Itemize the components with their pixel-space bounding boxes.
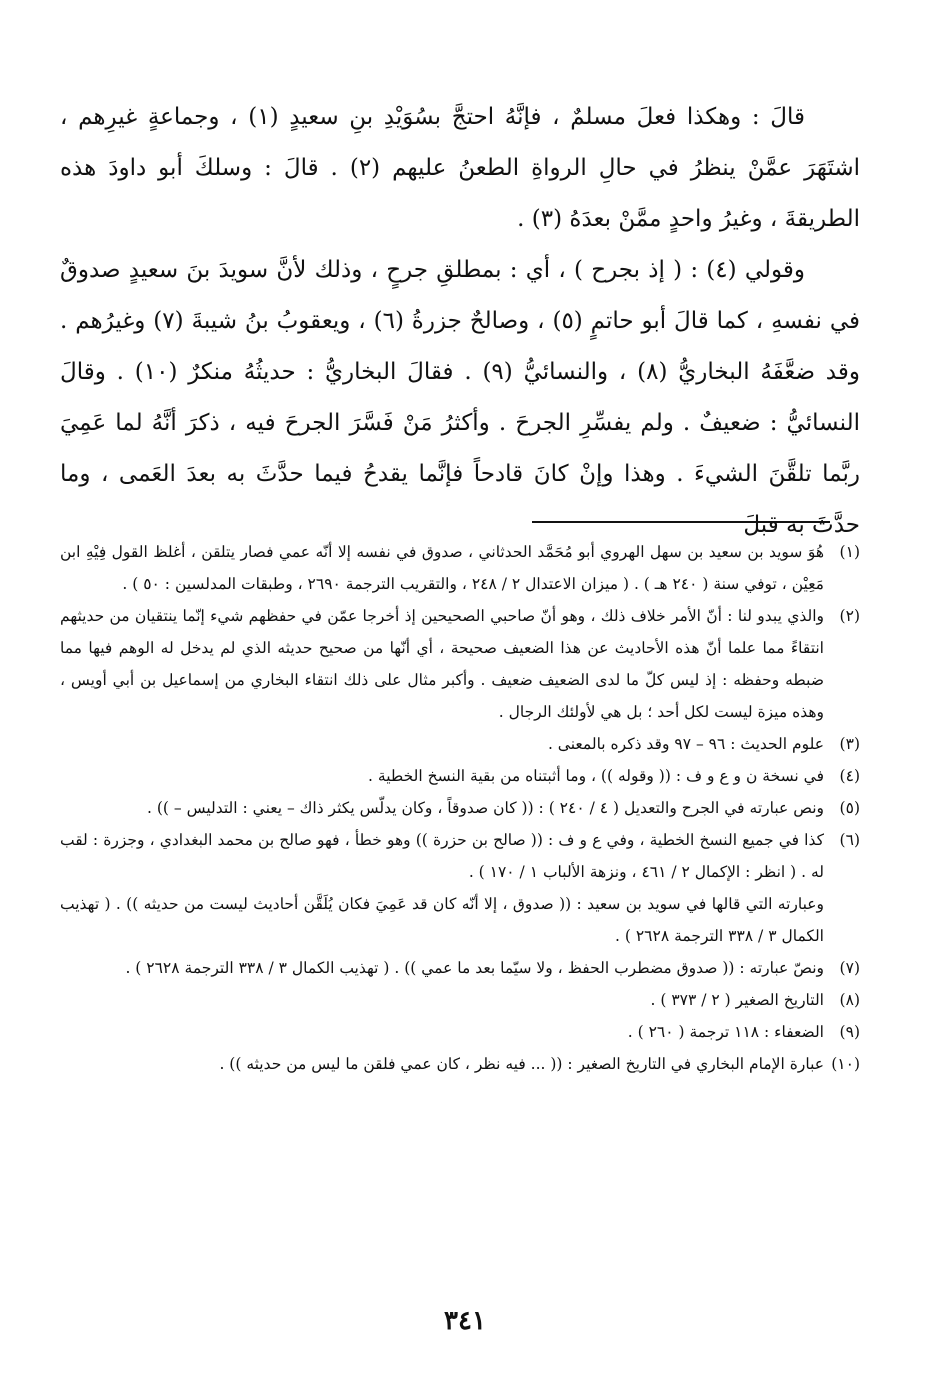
footnote-10 — [60, 1048, 860, 1080]
footnote-3 — [60, 728, 860, 760]
footnote-text: التاريخ الصغير ( ٢ / ٣٧٣ ) . — [650, 991, 824, 1009]
main-text — [60, 92, 860, 551]
footnote-4 — [60, 760, 860, 792]
footnote-number: (٦) — [839, 831, 860, 849]
main-paragraph-1: قالَ : وهكذا فعلَ مسلمٌ ، فإنَّهُ احتجَّ بسُوَيْدِ بنِ سعيدٍ (١) ، وجماعةٍ غيرِهم ، اشتَهَرَ عمَّنْ ينظرُ في حالِ الرواةِ الطعنُ عليهم (٢) . قالَ : وسلكَ أبو داودَ هذه الطريقةَ ، وغيرُ واحدٍ ممَّنْ بعدَهُ (٣) . — [60, 104, 860, 232]
footnote-text: ونصّ عبارته : (( صدوق مضطرب الحفظ ، ولا سيّما بعد ما عمي )) . ( تهذيب الكمال ٣ / ٣٣٨ الترجمة ٢٦٢٨ ) . — [125, 959, 824, 977]
page-number: ٣٤١ — [444, 1306, 486, 1336]
footnotes — [60, 536, 860, 1080]
footnote-6 — [60, 824, 860, 888]
footnote-text: علوم الحديث : ٩٦ – ٩٧ وقد ذكره بالمعنى . — [547, 735, 824, 753]
footnote-6-continuation: وعبارته التي قالها في سويد بن سعيد : (( صدوق ، إلا أنّه كان قد عَمِيَ فكان يُلَقَّن أحاديث ليست من حديثه )) . ( تهذيب الكمال ٣ / ٣٣٨ الترجمة ٢٦٢٨ ) . — [60, 895, 824, 945]
footnote-number: (٧) — [839, 959, 860, 977]
footnote-9 — [60, 1016, 860, 1048]
footnote-text: عبارة الإمام البخاري في التاريخ الصغير : (( ... فيه نظر ، كان عمي فلقن ما ليس من حديثه )) . — [219, 1055, 824, 1073]
footnote-number: (٨) — [839, 991, 860, 1009]
footnote-number: (٩) — [839, 1023, 860, 1041]
footnote-2 — [60, 600, 860, 728]
footnote-text: والذي يبدو لنا : أنّ الأمر خلاف ذلك ، وهو أنّ صاحبي الصحيحين إذ أخرجا عمّن في حفظهم شيء إنّما ينتقيان من حديثهم انتقاءً مما علما أنّ هذه الأحاديث عن هذا الضعيف صحيحة ، أي أنّها من صحيح حديثه الذي لم يدخل له الوهم فيها مما ضبطه وحفظه : إذ ليس كلّ ما لدى الضعيف ضعيف . وأكبر مثال على ذلك انتقاء البخاري من إسماعيل بن أبي أويس ، وهذه ميزة ليست لكل أحد ؛ بل هي لأولئك الرجال . — [60, 607, 824, 721]
footnote-7 — [60, 952, 860, 984]
footnote-text: ونص عبارته في الجرح والتعديل ( ٤ / ٢٤٠ ) : (( كان صدوقاً ، وكان يدلّس يكثر ذاك – يعني : التدليس – )) . — [147, 799, 824, 817]
main-paragraph-2: وقولي (٤) : ( إذ بجرح ) ، أي : بمطلقِ جرحٍ ، وذلك لأنَّ سويدَ بنَ سعيدٍ صدوقٌ في نفسهِ ، كما قالَ أبو حاتمٍ (٥) ، وصالحٌ جزرةُ (٦) ، ويعقوبُ بنُ شيبةَ (٧) وغيرُهم . وقد ضعَّفَهُ البخاريُّ (٨) ، والنسائيُّ (٩) . فقالَ البخاريُّ : حديثُهُ منكرٌ (١٠) . وقالَ النسائيُّ : ضعيفٌ . ولم يفسِّرِ الجرحَ . وأكثرُ مَنْ فَسَّرَ الجرحَ فيه ، ذكرَ أنَّهُ لما عَمِيَ ربَّما تلقَّنَ الشيءَ . وهذا وإنْ كانَ قادحاً فإنَّما يقدحُ فيما حدَّثَ به بعدَ العَمى ، وما حدَّثَ به قبلَ — [60, 257, 861, 538]
footnote-separator — [532, 521, 830, 523]
footnote-text: في نسخة ن و ع و ف : (( وقوله )) ، وما أثبتناه من بقية النسخ الخطية . — [368, 767, 824, 785]
footnote-1 — [60, 536, 860, 600]
footnote-text: كذا في جميع النسخ الخطية ، وفي ع و ف : (( صالح بن حزرة )) وهو خطأ ، فهو صالح بن محمد البغدادي ، وجزرة : لقب له . ( انظر : الإكمال ٢ / ٤٦١ ، ونزهة الألباب ١ / ١٧٠ ) . — [60, 831, 824, 881]
footnote-5 — [60, 792, 860, 824]
footnote-number: (١) — [839, 543, 860, 561]
footnote-number: (١٠) — [831, 1055, 860, 1073]
footnote-number: (٢) — [839, 607, 860, 625]
footnote-text: هُوَ سويد بن سعيد بن سهل الهروي أبو مُحَمَّد الحدثاني ، صدوق في نفسه إلا أنّه عمي فصار يتلقن ، أغلظ القول فِيْهِ ابن مَعِيْن ، توفي سنة ( ٢٤٠ هـ ) . ( ميزان الاعتدال ٢ / ٢٤٨ ، والتقريب الترجمة ٢٦٩٠ ، وطبقات المدلسين : ٥٠ ) . — [60, 543, 824, 593]
footnote-number: (٣) — [839, 735, 860, 753]
footnote-number: (٥) — [839, 799, 860, 817]
footnote-text: الضعفاء : ١١٨ ترجمة ( ٢٦٠ ) . — [627, 1023, 824, 1041]
footnote-number: (٤) — [839, 767, 860, 785]
footnote-8 — [60, 984, 860, 1016]
